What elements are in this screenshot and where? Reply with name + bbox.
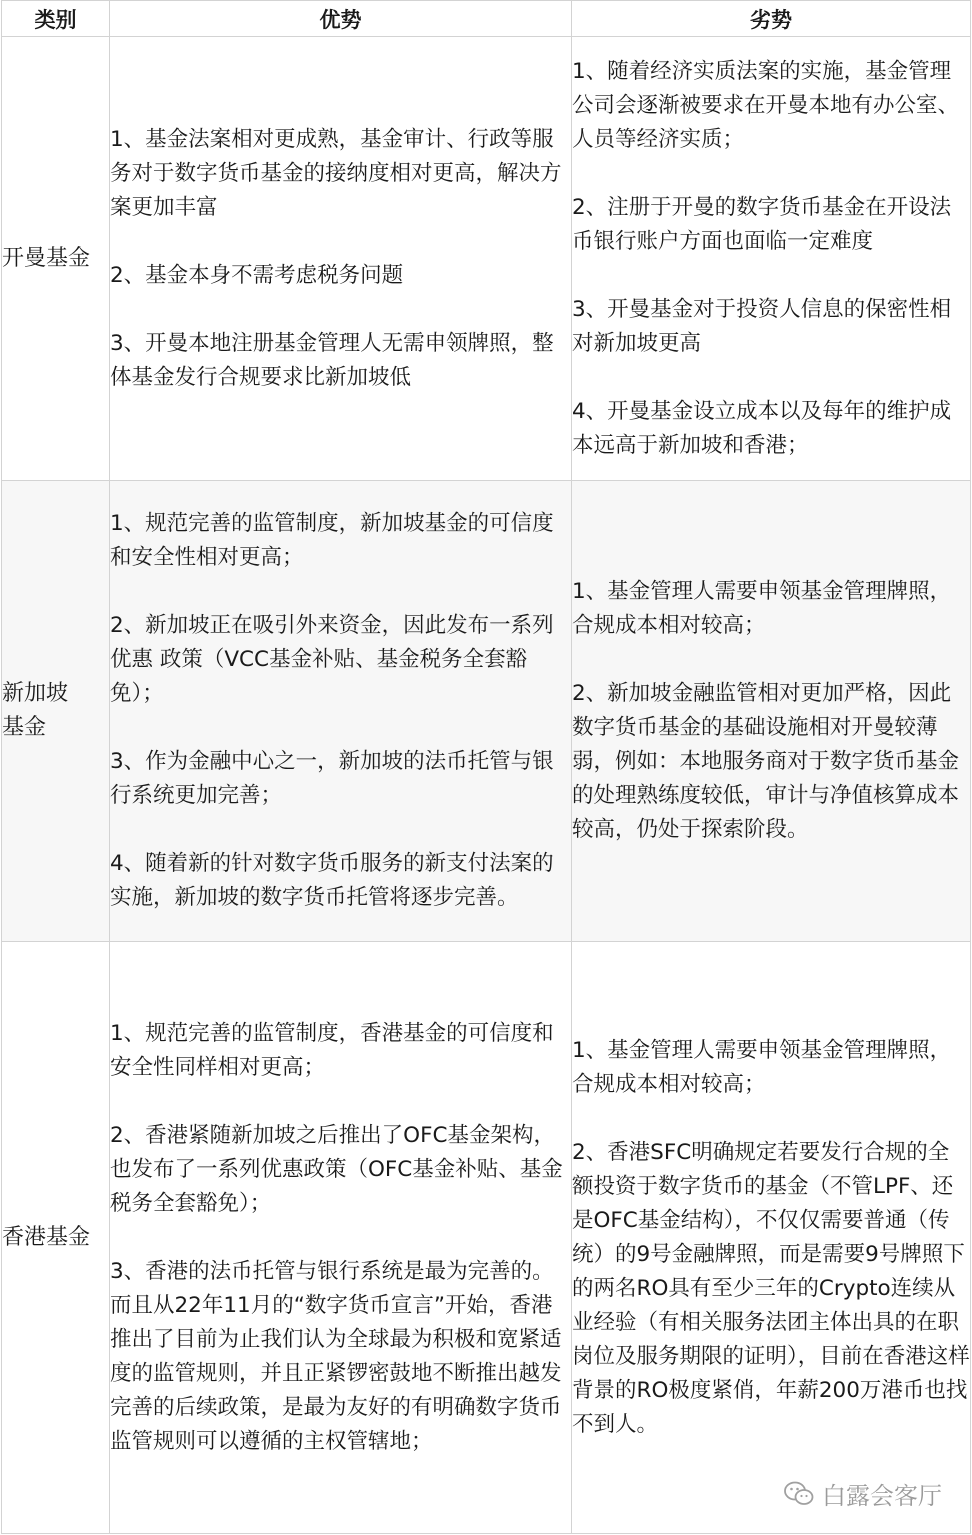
category-cell xyxy=(2,481,110,942)
advantage-point: 1、基金法案相对更成熟，基金审计、行政等服务对于数字货币基金的接纳度相对更高，解决方案更加丰富 xyxy=(110,126,562,220)
category-label: 开曼基金 xyxy=(2,245,91,271)
advantage-point: 2、基金本身不需考虑税务问题 xyxy=(110,262,404,288)
advantage-point: 3、作为金融中心之一，新加坡的法币托管与银行系统更加完善； xyxy=(110,749,554,808)
header-disadvantages: 劣势 xyxy=(572,1,971,37)
header-advantages: 优势 xyxy=(110,1,572,37)
advantages-cell xyxy=(110,37,572,481)
header-category: 类别 xyxy=(2,1,110,37)
advantage-point: 2、新加坡正在吸引外来资金，因此发布一系列优惠 政策（VCC基金补贴、基金税务全套豁免）； xyxy=(110,613,554,706)
wechat-icon xyxy=(784,1481,814,1507)
disadvantage-point: 2、香港SFC明确规定若要发行合规的全额投资于数字货币的基金（不管LPF、还是OFC基金结构），不仅仅需要普通（传统）的9号金融牌照，而是需要9号牌照下的两名RO具有至少三年的Crypto连续从业经验（有相关服务法团主体出具的在职岗位及服务期限的证明），目前在香港这样背景的RO极度紧俏，年薪200万港币也找不到人。 xyxy=(572,1139,970,1437)
disadvantage-point: 2、新加坡金融监管相对更加严格，因此数字货币基金的基础设施相对开曼较薄弱，例如：本地服务商对于数字货币基金的处理熟练度较低，审计与净值核算成本较高，仍处于探索阶段。 xyxy=(572,681,960,842)
advantages-cell xyxy=(110,481,572,942)
disadvantage-point: 2、注册于开曼的数字货币基金在开设法币银行账户方面也面临一定难度 xyxy=(572,194,952,254)
table-row-hongkong xyxy=(2,942,971,1534)
disadvantage-point: 1、基金管理人需要申领基金管理牌照，合规成本相对较高； xyxy=(572,579,952,638)
advantage-point: 1、规范完善的监管制度，新加坡基金的可信度和安全性相对更高； xyxy=(110,511,554,570)
disadvantages-cell xyxy=(572,37,971,481)
disadvantage-point: 4、开曼基金设立成本以及每年的维护成本远高于新加坡和香港； xyxy=(572,398,952,458)
advantage-point: 2、香港紧随新加坡之后推出了OFC基金架构，也发布了一系列优惠政策（OFC基金补贴、基金税务全套豁免）； xyxy=(110,1122,563,1216)
watermark-text: 白露会客厅 xyxy=(822,1482,942,1510)
comparison-table xyxy=(1,0,971,1534)
advantage-point: 3、香港的法币托管与银行系统是最为完善的。而且从22年11月的“数字货币宣言”开始，香港推出了目前为止我们认为全球最为积极和宽紧适度的监管规则，并且正紧锣密鼓地不断推出越发完善的后续政策，是最为友好的有明确数字货币监管规则可以遵循的主权管辖地； xyxy=(110,1258,562,1454)
table-row-singapore xyxy=(2,481,971,942)
disadvantages-cell xyxy=(572,481,971,942)
advantages-cell xyxy=(110,942,572,1534)
header-row xyxy=(2,1,971,37)
disadvantage-point: 3、开曼基金对于投资人信息的保密性相对新加坡更高 xyxy=(572,296,952,356)
category-label: 香港基金 xyxy=(2,1224,91,1250)
category-cell xyxy=(2,942,110,1534)
watermark xyxy=(784,1476,942,1511)
advantage-point: 4、随着新的针对数字货币服务的新支付法案的实施，新加坡的数字货币托管将逐步完善。 xyxy=(110,851,554,910)
advantage-point: 1、规范完善的监管制度，香港基金的可信度和安全性同样相对更高； xyxy=(110,1020,554,1080)
disadvantages-cell xyxy=(572,942,971,1534)
category-label: 新加坡基金 xyxy=(2,681,69,740)
category-cell xyxy=(2,37,110,481)
disadvantage-point: 1、随着经济实质法案的实施，基金管理公司会逐渐被要求在开曼本地有办公室、人员等经济实质； xyxy=(572,58,960,152)
table-row-cayman xyxy=(2,37,971,481)
disadvantage-point: 1、基金管理人需要申领基金管理牌照，合规成本相对较高； xyxy=(572,1037,952,1097)
advantage-point: 3、开曼本地注册基金管理人无需申领牌照，整体基金发行合规要求比新加坡低 xyxy=(110,330,554,390)
